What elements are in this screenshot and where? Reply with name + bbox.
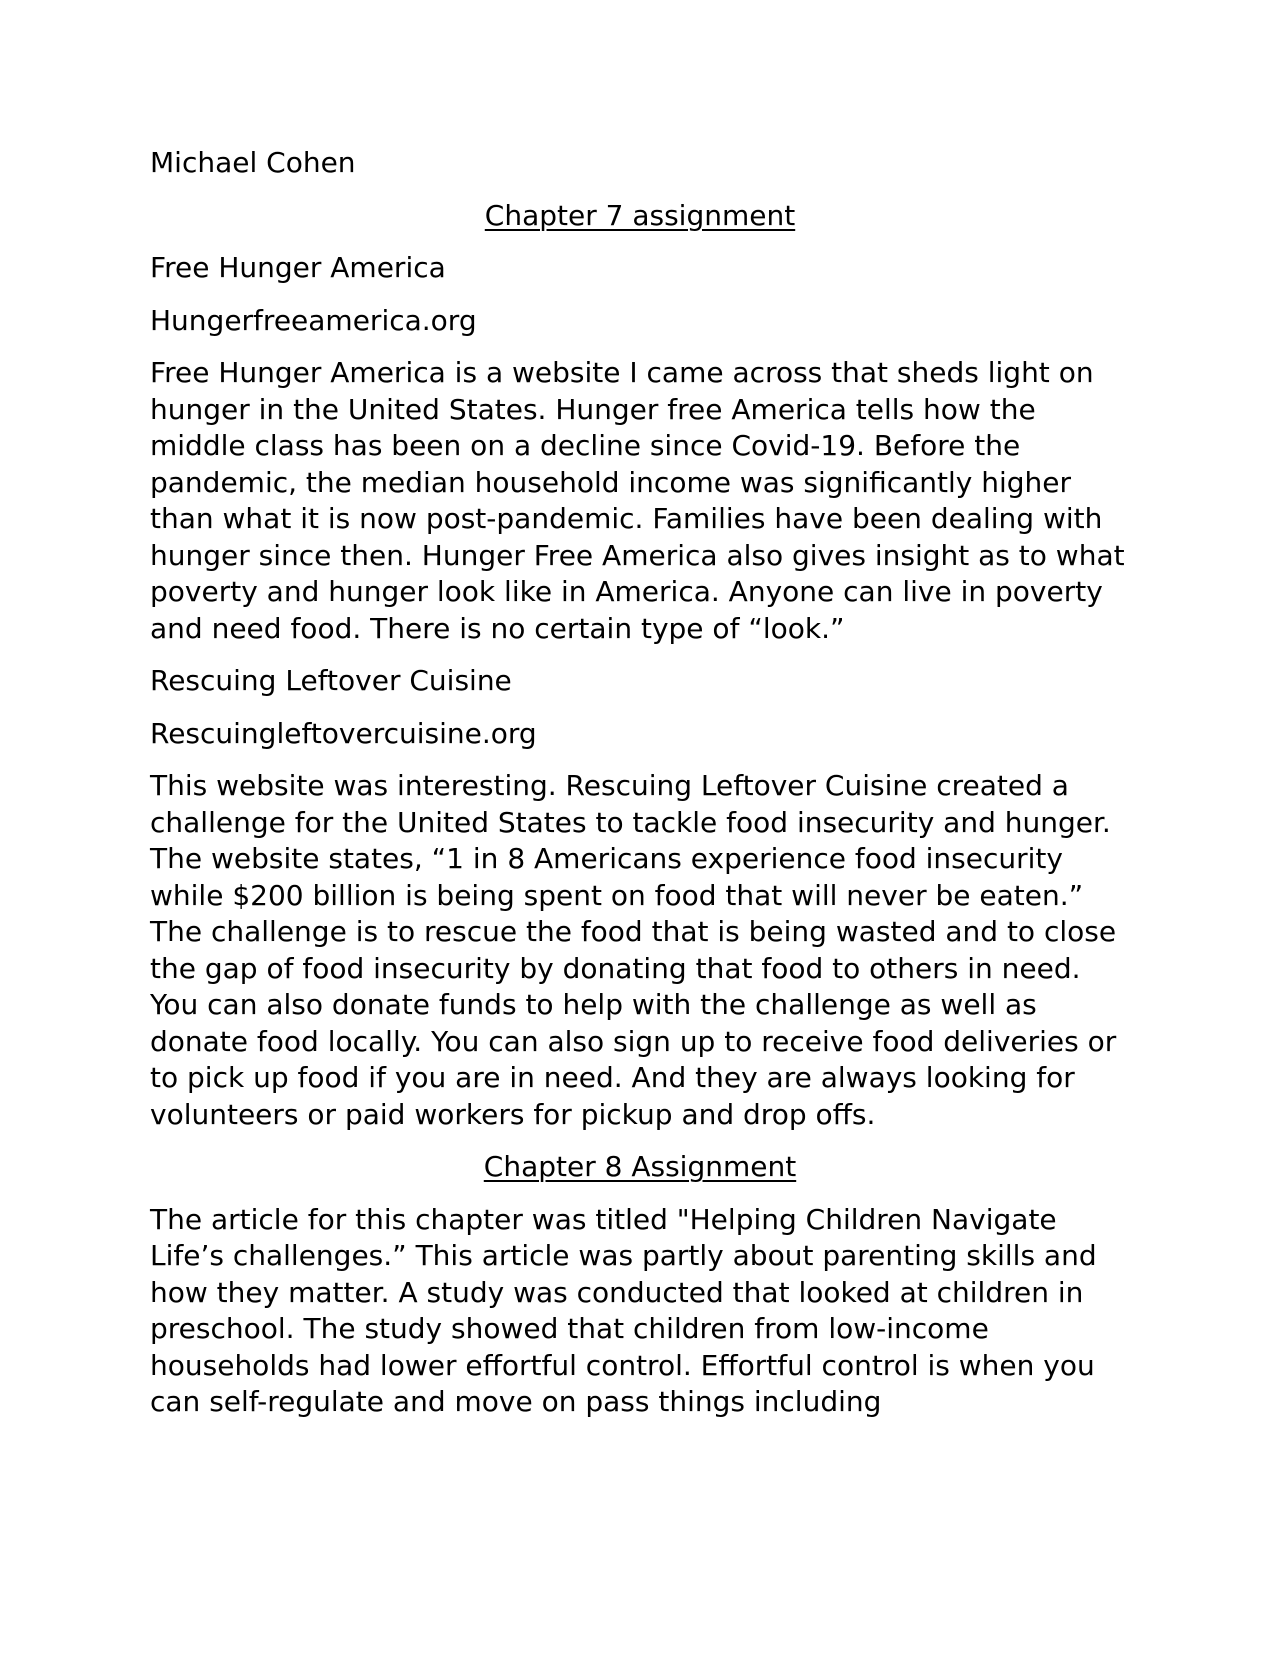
site-2-url: Rescuingleftovercuisine.org — [150, 716, 537, 750]
chapter-7-heading: Chapter 7 assignment — [484, 198, 796, 232]
site-1-summary: Free Hunger America is a website I came across that sheds light on hunger in the United States. Hunger free America tells how the middle class has been on a decline since Covid-19. Before the pandemic, the median household income was significantly higher than what it is now post-pandemic. Families have been dealing with hunger since then. Hunger Free America also gives insight as to what poverty and hunger look like in America. Anyone can live in poverty and need food. There is no certain type of “look.” — [150, 356, 1125, 645]
site-1-url: Hungerfreeamerica.org — [150, 303, 477, 337]
site-2-name: Rescuing Leftover Cuisine — [150, 664, 512, 697]
chapter-8-summary: The article for this chapter was titled "Helping Children Navigate Life’s challenges.” This article was partly about parenting skills and how they matter. A study was conducted that looked at children in preschool. The study showed that children from low-income households had lower effortful control. Effortful control is when you can self-regulate and move on pass things including — [150, 1202, 1097, 1418]
chapter-8-heading: Chapter 8 Assignment — [483, 1150, 797, 1183]
document-body — [150, 145, 1130, 1437]
author-name: Michael Cohen — [150, 146, 356, 179]
site-1-name: Free Hunger America — [150, 251, 446, 284]
site-2-summary: This website was interesting. Rescuing Leftover Cuisine created a challenge for the United States to tackle food insecurity and hunger. The website states, “1 in 8 Americans experience food insecurity while $200 billion is being spent on food that will never be eaten.” The challenge is to rescue the food that is being wasted and to close the gap of food insecurity by donating that food to others in need. You can also donate funds to help with the challenge as well as donate food locally. You can also sign up to receive food deliveries or to pick up food if you are in need. And they are always looking for volunteers or paid workers for pickup and drop offs. — [150, 769, 1117, 1131]
